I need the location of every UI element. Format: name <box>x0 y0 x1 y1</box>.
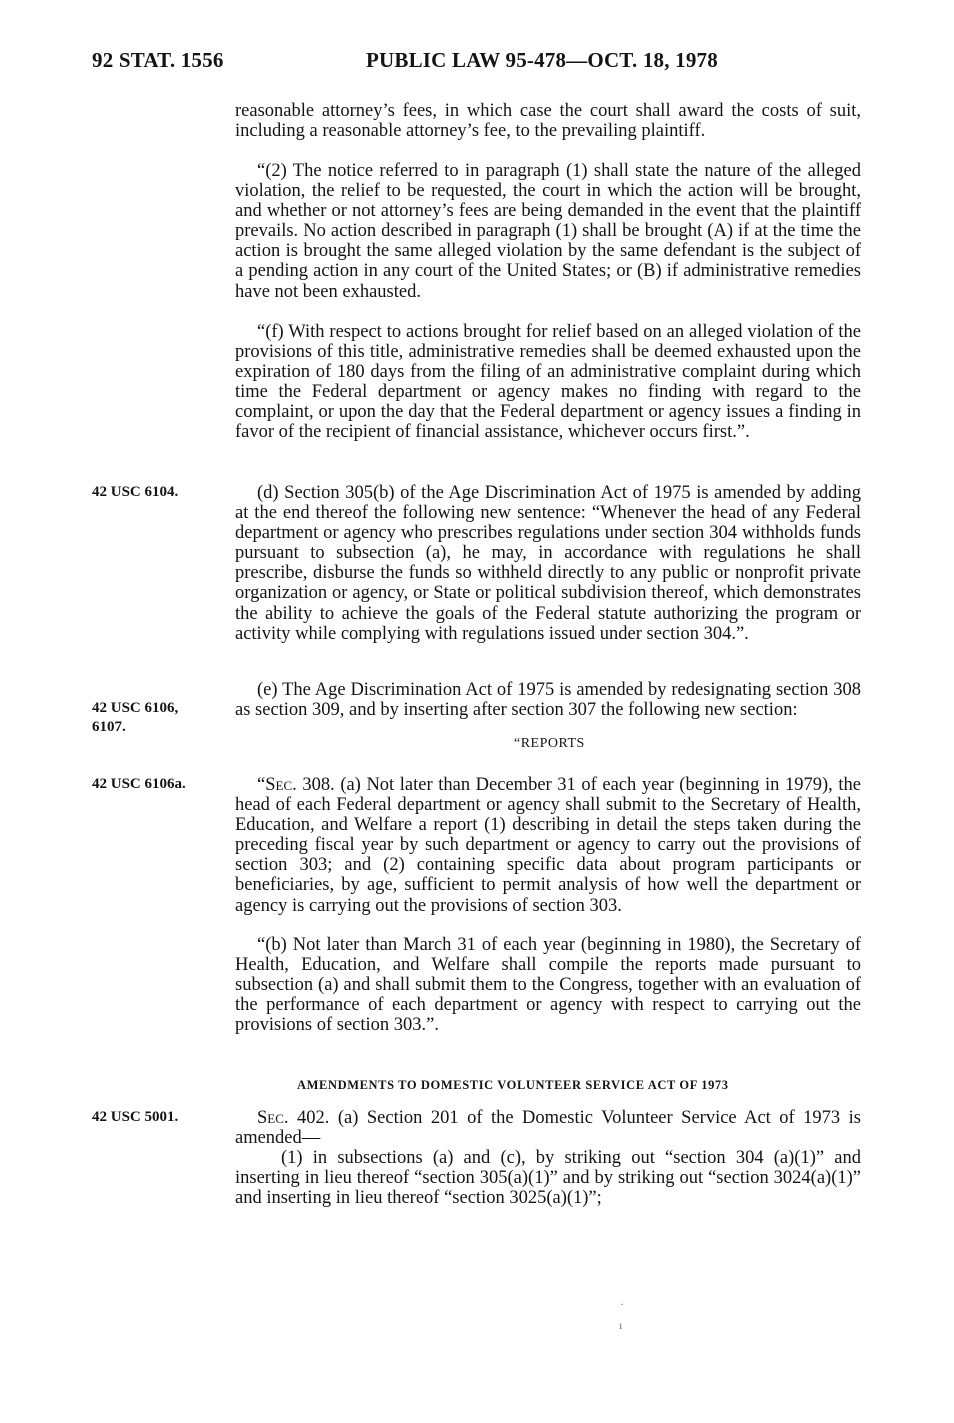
paragraph-notice-2: “(2) The notice referred to in paragraph (1) shall state the nature of the alleged violation, the relief to be requested, the court in which the action will be brought, and whether or not attorney’s fees are being demanded in the event that the plaintiff prevails. No action described in paragraph (1) shall be brought (A) if at the time the action is brought the same alleged violation by the same defendant is the subject of a pending action in any court of the United States; or (B) if administrative remedies have not been exhausted. <box>235 161 861 302</box>
margin-note-42-usc-6104: 42 USC 6104. <box>92 484 179 500</box>
margin-note-42-usc-5001: 42 USC 5001. <box>92 1109 179 1125</box>
page-stat-number: 92 STAT. 1556 <box>92 48 224 72</box>
paragraph-sec-308-b: “(b) Not later than March 31 of each year (beginning in 1980), the Secretary of Health, Education, and Welfare shall compile the reports made pursuant to subsection (a) and shall submit them to the Congress, together with an evaluation of the performance of each department or agency with respect to carrying out the provisions of section 303.”. <box>235 935 861 1036</box>
section-402-text: 402. (a) Section 201 of the Domestic Volunteer Service Act of 1973 is amended— <box>235 1108 861 1149</box>
margin-note-42-usc-6106: 42 USC 6106, <box>92 700 179 716</box>
section-label: Sec. <box>257 1108 289 1128</box>
paragraph-sec-308-a <box>235 775 861 916</box>
amendments-heading: AMENDMENTS TO DOMESTIC VOLUNTEER SERVICE ACT OF 1973 <box>297 1078 729 1092</box>
public-law-title: PUBLIC LAW 95-478—OCT. 18, 1978 <box>366 48 718 72</box>
scan-speck: ı <box>619 1318 623 1332</box>
paragraph-subsection-f: “(f) With respect to actions brought for relief based on an alleged violation of the provisions of this title, administrative remedies shall be deemed exhausted upon the expiration of 180 days from the filing of an administrative complaint during which time the Federal department or agency makes no finding with regard to the complaint, or upon the day that the Federal department or agency issues a finding in favor of the recipient of financial assistance, whichever occurs first.”. <box>235 322 861 443</box>
scan-speck: · <box>620 1297 624 1311</box>
margin-note-6107: 6107. <box>92 719 126 735</box>
paragraph-item-1: (1) in subsections (a) and (c), by striking out “section 304 (a)(1)” and inserting in lieu thereof “section 305(a)(1)” and by striking out “section 3024(a)(1)” and inserting in lieu thereof “section 3025(a)(1)”; <box>235 1148 861 1209</box>
paragraph-attorney-fees: reasonable attorney’s fees, in which case the court shall award the costs of suit, including a reasonable attorney’s fee, to the prevailing plaintiff. <box>235 101 861 142</box>
paragraph-sec-402 <box>235 1108 861 1148</box>
paragraph-subsection-e: (e) The Age Discrimination Act of 1975 is amended by redesignating section 308 as section 309, and by inserting after section 307 the following new section: <box>235 680 861 721</box>
section-label: “Sec. <box>257 775 297 795</box>
paragraph-subsection-d: (d) Section 305(b) of the Age Discrimination Act of 1975 is amended by adding at the end thereof the following new sentence: “Whenever the head of any Federal department or agency who prescribes regulations under section 304 withholds funds pursuant to subsection (a), he may, in accordance with regulations he shall prescribe, disburse the funds so withheld directly to any public or nonprofit private organization or agency, or State or political subdivision thereof, which demonstrates the ability to achieve the goals of the Federal statute authorizing the program or activity while complying with regulations issued under section 304.”. <box>235 483 861 644</box>
reports-heading: “REPORTS <box>514 736 585 751</box>
margin-note-42-usc-6106a: 42 USC 6106a. <box>92 776 186 792</box>
section-308-a-text: 308. (a) Not later than December 31 of each year (beginning in 1979), the head of each Federal department or agency shall submit to the Secretary of Health, Education, and Welfare a report (1) describing in detail the steps taken during the preceding fiscal year by such department or agency to carry out the provisions of section 303; and (2) containing specific data about program participants or beneficiaries, by age, sufficient to permit analysis of how well the department or agency is carrying out the provisions of section 303. <box>235 775 861 916</box>
